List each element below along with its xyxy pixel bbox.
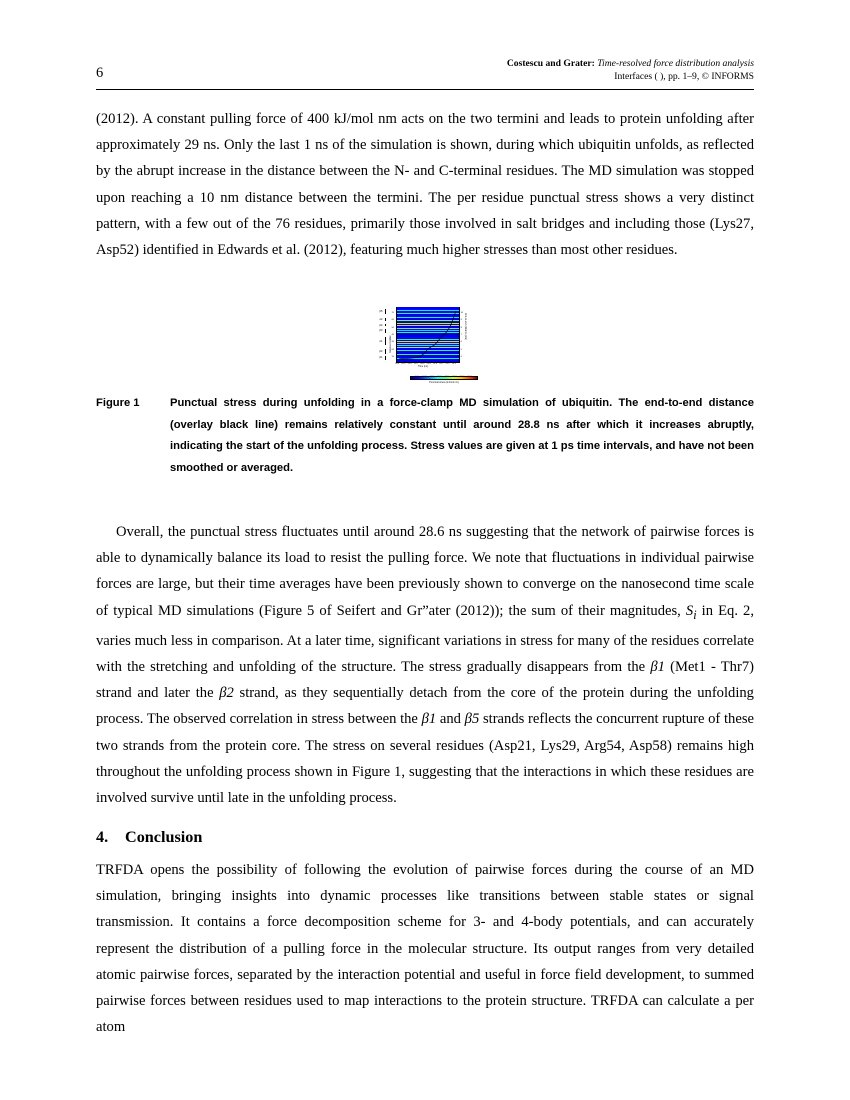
ss-bracket-alpha2	[385, 318, 386, 321]
chart-xtick-5: 28.9	[426, 363, 431, 366]
heatmap-high-stress-band	[396, 323, 459, 324]
chart-ytick-3: 40	[391, 333, 394, 336]
para2-text-6: strands reflects the concurrent rupture of these two strands from the protein core. The stress on several residues (Asp21, Lys29, Arg54, Asp58) remains high throughout the unfolding process shown in Figure 1, suggesting that the interactions in which these residues are involved survive until late in the unfolding process.	[96, 711, 754, 806]
chart-ytick-6: 70	[391, 311, 394, 314]
strand-beta1-a: β1	[650, 658, 665, 675]
heatmap-row	[396, 307, 459, 308]
header-article-title: Time-resolved force distribution analysis	[597, 58, 754, 69]
colorbar-tick-6: 3500	[459, 376, 465, 379]
heatmap-high-stress-band	[396, 313, 459, 314]
ss-bracket-beta1	[385, 356, 386, 360]
heatmap-high-stress-band	[396, 339, 459, 340]
colorbar-tick-5: 3000	[452, 376, 457, 379]
section-number: 4.	[96, 828, 109, 846]
ss-label-alpha2: α2	[379, 318, 383, 321]
chart-ytick-0: 10	[391, 356, 394, 358]
heatmap-high-stress-band	[396, 328, 459, 329]
heatmap-high-stress-band	[396, 354, 459, 355]
para2-text-1: Overall, the punctual stress fluctuates until around 28.6 ns suggesting that the network of pairwise forces is able to dynamically balance its load to resist the pulling force. We note that fluctuations in individual pairwise forces are large, but their time averages have been previously shown to converge on the nanosecond time scale of typical MD simulations (Figure 5 of Seifert and Gr”ater (2012)); the sum of their magnitudes,	[96, 524, 754, 619]
heatmap-high-stress-band	[396, 317, 459, 318]
colorbar-tick-2: 1500	[429, 376, 435, 379]
figure-1-graphic	[369, 305, 488, 390]
chart-xtick-6: 29.0	[432, 363, 438, 366]
heatmap-high-stress-band	[396, 330, 459, 331]
heatmap-high-stress-band	[396, 325, 459, 326]
strand-beta2: β2	[219, 685, 234, 702]
ss-bracket-beta3	[385, 329, 386, 333]
chart-y2tick-1: 5	[460, 348, 462, 351]
ss-label-beta2: β2	[379, 349, 383, 353]
heatmap-high-stress-band	[396, 343, 459, 344]
colorbar-tick-0: 500	[415, 376, 419, 379]
para2-text-4: strand, as they sequentially detach from the core of the protein during the unfolding process. The observed correlation in stress between the	[96, 685, 754, 728]
chart-ytick-2: 30	[391, 341, 394, 344]
paragraph-intro: (2012). A constant pulling force of 400 kJ/mol nm acts on the two termini and leads to protein unfolding after approximately 29 ns. Only the last 1 ns of the simulation is shown, during which ubiquitin unfolds, as reflected by the abrupt increase in the distance between the N- and C-terminal residues. The MD simulation was stopped upon reaching a 10 nm distance between the termini. The per residue punctual stress shows a very distinct pattern, with a few out of the 76 residues, primarily those involved in salt bridges and including those (Lys27, Asp52) identified in Edwards et al. (2012), featuring much higher stresses than most other residues.	[96, 111, 754, 259]
strand-beta1-b: β1	[421, 711, 437, 728]
section-title: Conclusion	[125, 828, 203, 846]
chart-ylabel: Residue number	[388, 335, 392, 353]
chart-xtick-1: 28.5	[401, 363, 406, 366]
header-line-authors-title	[507, 58, 754, 71]
chart-xtick-9: 29.3	[451, 363, 456, 366]
chart-axis-right	[459, 307, 460, 362]
chart-xtick-3: 28.7	[413, 363, 419, 366]
heatmap-high-stress-band	[396, 320, 459, 321]
figure-caption-label: Figure 1	[96, 397, 140, 409]
figure-caption-text: Punctual stress during unfolding in a force-clamp MD simulation of ubiquitin. The end-to-end distance (overlay black line) remains relatively constant until around 28.8 ns after which it increases abruptly, indicating the start of the unfolding process. Stress values are given at 1 ps time intervals, and have not been smoothed or averaged.	[170, 397, 754, 474]
ss-label-beta5: β5	[379, 310, 383, 313]
running-header	[96, 58, 754, 88]
ss-label-alpha1: α1	[379, 339, 383, 343]
chart-ytick-4: 50	[391, 326, 394, 329]
header-authors: Costescu and Grater:	[506, 58, 595, 69]
para2-text-3: (Met1 - Thr7) strand and later the	[96, 658, 754, 702]
paragraph-discussion	[96, 519, 754, 811]
strand-beta5: β5	[464, 711, 480, 728]
heatmap-high-stress-band	[396, 350, 459, 351]
chart-xtick-0: 28.4	[395, 363, 400, 366]
heatmap-high-stress-band	[396, 341, 459, 342]
chart-xlabel: Time (ns)	[418, 365, 429, 369]
chart-heatmap-area	[396, 307, 459, 362]
header-journal-line: Interfaces ( ), pp. 1–9, © INFORMS	[614, 70, 754, 82]
chart-y2tick-0: 4	[460, 356, 462, 358]
chart-xtick-4: 28.8	[420, 363, 425, 366]
header-rule	[96, 89, 754, 90]
page-number: 6	[96, 65, 104, 81]
chart-y2tick-4: 8	[460, 326, 462, 329]
ss-bracket-alpha1	[385, 337, 386, 345]
para2-text-2: in Eq. 2, varies much less in comparison. At a later time, significant variations in stress for many of the residues correlate with the stretching and unfolding of the structure. The stress gradually disappears from the	[96, 602, 754, 675]
para2-text-5: and	[436, 711, 465, 728]
colorbar-tick-3: 2000	[437, 376, 442, 379]
symbol-S-subscript: i	[693, 607, 697, 622]
section-heading-conclusion	[96, 827, 754, 847]
figure-caption	[96, 393, 754, 479]
colorbar-tick-7: 4000	[467, 376, 472, 379]
chart-axis-left	[396, 307, 397, 362]
heatmap-high-stress-band	[396, 347, 459, 348]
chart-xtick-8: 29.2	[445, 363, 450, 366]
colorbar-tick-4: 2500	[444, 376, 450, 379]
colorbar-tick-1: 1000	[422, 376, 427, 379]
symbol-S: S	[685, 602, 694, 619]
chart-xtick-7: 29.1	[439, 363, 444, 366]
heatmap-high-stress-band	[396, 332, 459, 333]
heatmap-high-stress-band	[396, 358, 459, 359]
ss-bracket-beta4	[385, 324, 386, 326]
chart-y2tick-3: 7	[460, 333, 462, 336]
chart-y2tick-6: 10	[460, 311, 464, 314]
ss-label-beta4: β4	[379, 323, 383, 327]
header-citation	[507, 58, 754, 83]
chart-xtick-2: 28.6	[407, 363, 412, 366]
ss-bracket-beta5	[385, 309, 386, 314]
ss-bracket-beta2	[385, 349, 386, 354]
colorbar-label: Punctual stress (kJ/mol nm)	[429, 381, 459, 384]
ss-label-beta1: β1	[379, 356, 383, 359]
chart-ytick-1: 20	[391, 348, 394, 351]
ss-label-beta3: β3	[379, 328, 383, 332]
chart-y2label: End-to-end distance (nm)	[463, 313, 467, 340]
chart-y2tick-5: 9	[460, 319, 462, 322]
heatmap-high-stress-band	[396, 345, 459, 346]
heatmap-high-stress-band	[396, 310, 459, 311]
chart-ytick-5: 60	[391, 319, 394, 322]
chart-y2tick-2: 6	[460, 341, 462, 344]
paragraph-conclusion: TRFDA opens the possibility of following the evolution of pairwise forces during the course of an MD simulation, bringing insights into dynamic processes like transitions between stable states or signal transmission. It contains a force decomposition scheme for 3- and 4-body potentials, and can accurately represent the distribution of a pulling force in the molecular structure. Its output ranges from very detailed atomic pairwise forces, separated by the interaction potential and useful in force field development, to summed pairwise forces between residues used to map interactions to the protein structure. TRFDA can calculate a per atom	[96, 862, 754, 1036]
